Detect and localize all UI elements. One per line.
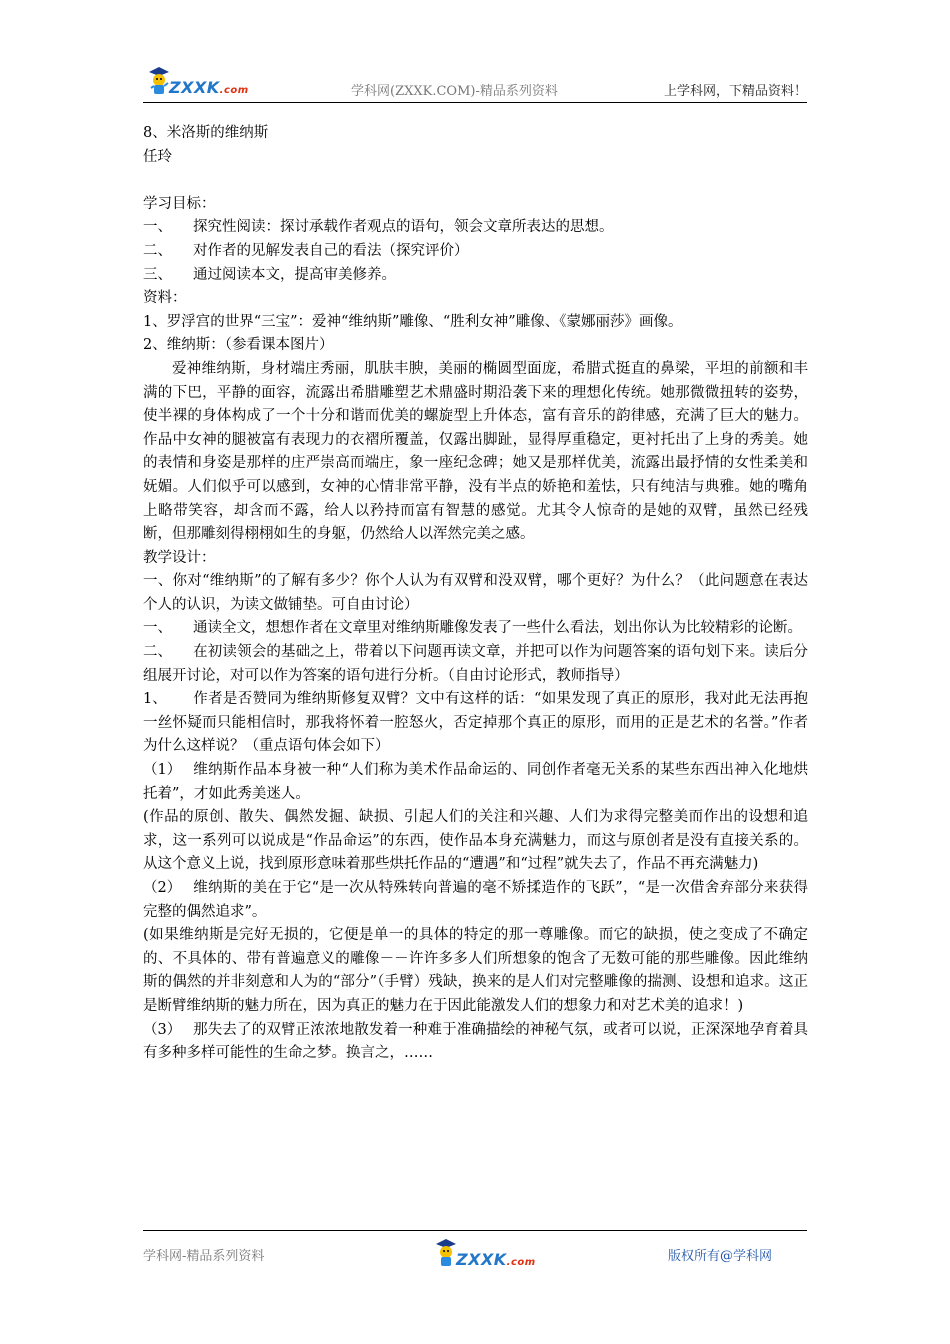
document-body [143,122,808,1066]
logo-text: ZXXK.com [169,78,249,97]
key-sentence-1-note: (作品的原创、散失、偶然发掘、缺损、引起人们的关注和兴趣、人们为求得完整美而作出的设想和追求，这一系列可以说成是“作品命运”的东西，使作品本身充满魅力，而这与原创者是没有直接关系的。从这个意义上说，找到原形意味着那些烘托作品的“遭遇”和“过程”就失去了，作品不再充满魅力) [143,809,808,873]
logo-text: ZXXK.com [456,1250,536,1269]
footer-site-name: 学科网-精品系列资料 [143,1249,265,1264]
footer-divider [143,1230,807,1231]
venus-description: 爱神维纳斯，身材端庄秀丽，肌肤丰腴，美丽的椭圆型面庞，希腊式挺直的鼻梁，平坦的前额和丰满的下巴，平静的面容，流露出希腊雕塑艺术鼎盛时期沿袭下来的理想化传统。她那微微扭转的姿势，使半裸的身体构成了一个十分和谐而优美的螺旋型上升体态，富有音乐的韵律感，充满了巨大的魅力。作品中女神的腿被富有表现力的衣褶所覆盖，仅露出脚趾，显得厚重稳定，更衬托出了上身的秀美。她的表情和身姿是那样的庄严崇高而端庄，象一座纪念碑；她又是那样优美，流露出最抒情的女性柔美和妩媚。人们似乎可以感到，女神的心情非常平静，没有半点的娇艳和羞怯，只有纯洁与典雅。她的嘴角上略带笑容，却含而不露，给人以矜持而富有智慧的感觉。尤其令人惊奇的是她的双臂，虽然已经残断，但那雕刻得栩栩如生的身躯，仍然给人以浑然完美之感。 [143,360,808,543]
material-item-1: 1、罗浮宫的世界“三宝”：爱神“维纳斯”雕像、“胜利女神”雕像、《蒙娜丽莎》画像。 [143,313,683,330]
key-sentence-3: （3） 那失去了的双臂正浓浓地散发着一种难于准确描绘的神秘气氛，或者可以说，正深深地孕育着具有多种多样可能性的生命之梦。换言之，…… [143,1021,808,1062]
design-heading: 教学设计： [143,549,216,566]
goal-item: 三、 通过阅读本文，提高审美修养。 [143,266,396,283]
lesson-title: 8、米洛斯的维纳斯 [143,125,269,141]
materials-heading: 资料： [143,290,187,307]
author-name: 任玲 [143,148,172,165]
key-sentence-2: （2） 维纳斯的美在于它“是一次从特殊转向普遍的毫不矫揉造作的飞跃”，“是一次借舍弃部分来获得完整的偶然追求”。 [143,880,808,920]
footer-zxxk-logo [430,1236,536,1270]
goal-item: 二、 对作者的见解发表自己的看法（探究评价） [143,242,469,259]
key-sentence-2-note: (如果维纳斯是完好无损的，它便是单一的具体的特定的那一尊雕像。而它的缺损，使之变成了不确定的、不具体的、带有普遍意义的雕像－－许许多多人们所想象的饱含了无数可能的那些雕像。因此维纳斯的偶然的并非刻意和人为的“部分”（手臂）残缺，换来的是人们对完整雕像的揣测、设想和追求。这正是断臂维纳斯的魅力所在，因为真正的魅力在于因此能激发人们的想象力和对艺术美的追求！) [143,927,808,1014]
goals-heading: 学习目标： [143,195,216,212]
page-header [143,64,807,104]
blank-line [143,169,808,193]
material-item-2: 2、维纳斯：（参看课本图片） [143,337,334,354]
discussion-point-1: 1、 作者是否赞同为维纳斯修复双臂？文中有这样的话：“如果发现了真正的原形，我对此无法再抱一丝怀疑而只能相信时，那我将怀着一腔怒火，否定掉那个真正的原形，而用的正是艺术的名誉。”作者为什么这样说？（重点语句体会如下） [143,691,808,755]
header-site-name: 学科网(ZXXK.COM)-精品系列资料 [351,84,558,99]
header-divider [143,102,807,103]
header-slogan: 上学科网，下精品资料！ [663,84,807,99]
zxxk-logo [143,64,249,98]
design-question-3: 二、 在初读领会的基础之上，带着以下问题再读文章，并把可以作为问题答案的语句划下来。读后分组展开讨论，对可以作为答案的语句进行分析。（自由讨论形式，教师指导） [143,644,808,684]
key-sentence-1: （1） 维纳斯作品本身被一种“人们称为美术作品命运的、同创作者毫无关系的某些东西出神入化地烘托着”，才如此秀美迷人。 [143,762,808,802]
footer-copyright: 版权所有@学科网 [668,1249,773,1264]
design-question-1: 一、你对“维纳斯”的了解有多少？你个人认为有双臂和没双臂，哪个更好？为什么？（此问题意在表达个人的认识，为读文做铺垫。可自由讨论） [143,573,808,613]
design-question-2: 一、 通读全文，想想作者在文章里对维纳斯雕像发表了一些什么看法，划出你认为比较精彩的论断。 [143,620,802,637]
goal-item: 一、 探究性阅读：探讨承载作者观点的语句，领会文章所表达的思想。 [143,219,614,236]
